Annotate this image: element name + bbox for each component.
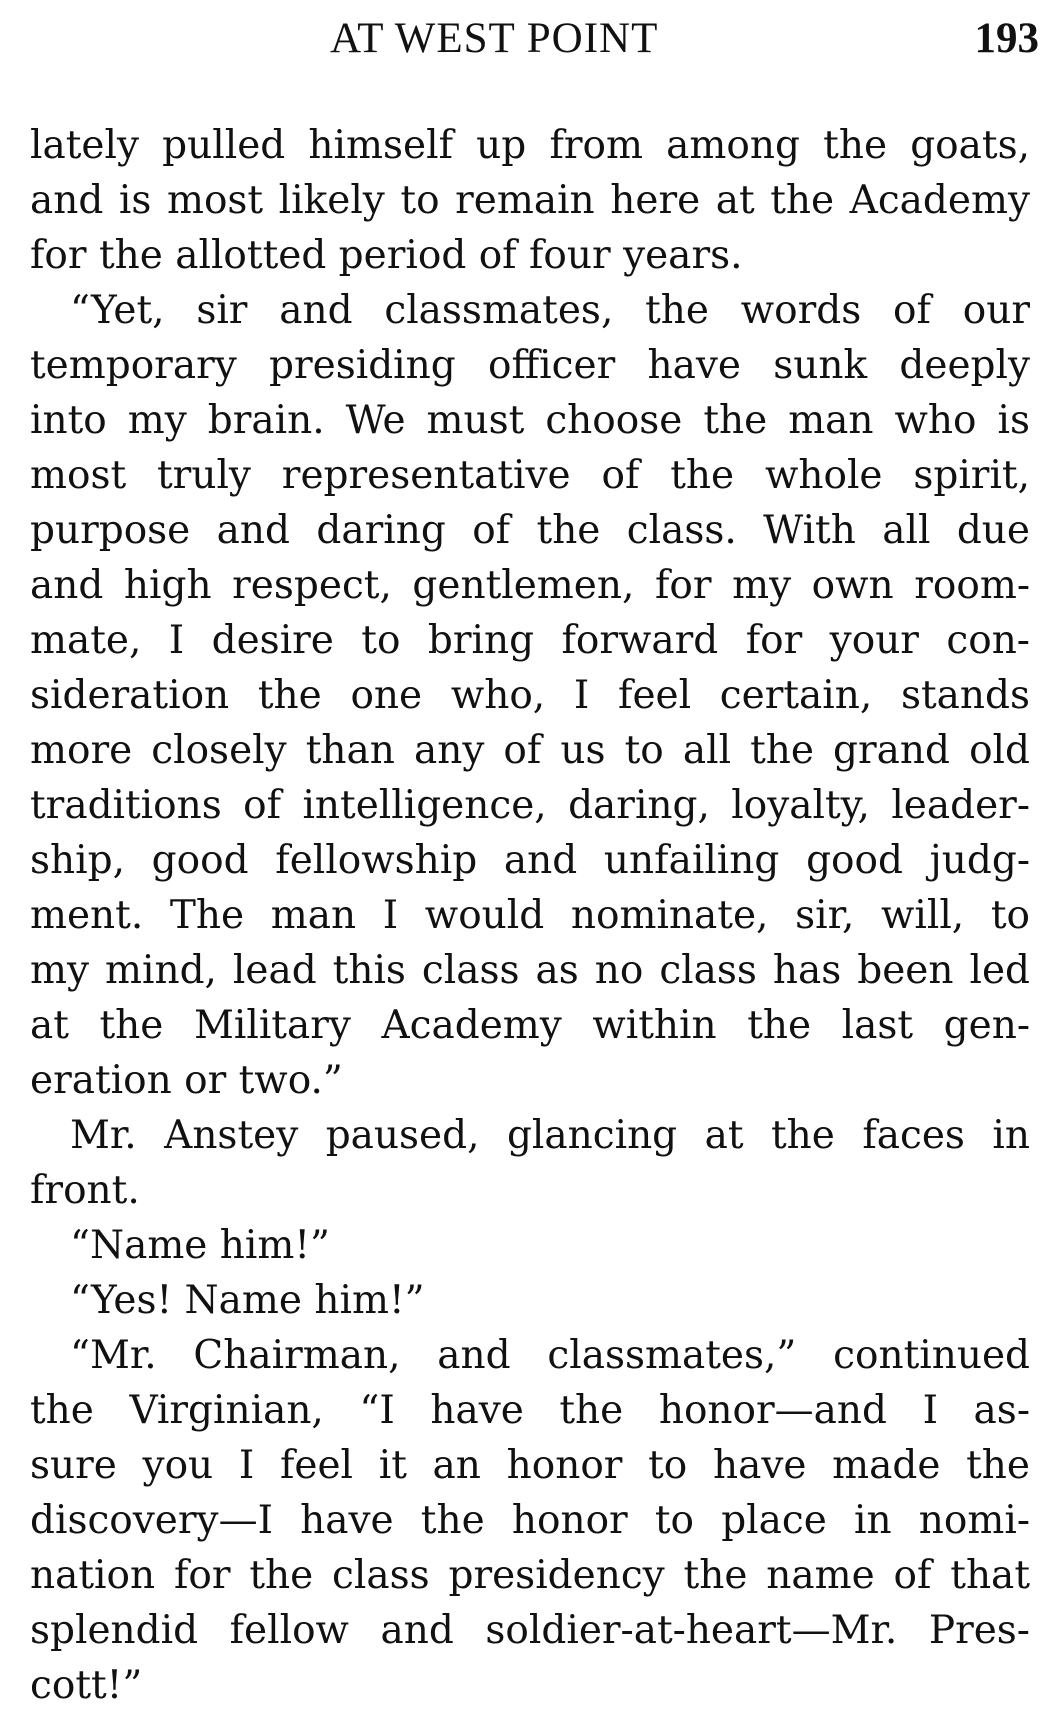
body-text <box>30 118 1030 1713</box>
text-line: and high respect, gentlemen, for my own room- <box>30 563 1030 608</box>
running-title: AT WEST POINT <box>330 15 659 62</box>
text-line: into my brain. We must choose the man who is <box>30 398 1030 443</box>
text-line: sure you I feel it an honor to have made the <box>30 1443 1030 1488</box>
text-line: discovery—I have the honor to place in nomi- <box>30 1498 1030 1543</box>
page-header <box>0 14 1053 74</box>
text-line: splendid fellow and soldier-at-heart—Mr. Pres- <box>30 1608 1030 1653</box>
text-line: temporary presiding officer have sunk deeply <box>30 343 1030 388</box>
text-line: my mind, lead this class as no class has been led <box>30 948 1030 993</box>
text-line: more closely than any of us to all the grand old <box>30 728 1030 773</box>
text-line: most truly representative of the whole spirit, <box>30 453 1030 498</box>
text-line: “Yes! Name him!” <box>70 1278 425 1323</box>
text-line: ment. The man I would nominate, sir, will, to <box>30 893 1030 938</box>
text-line: nation for the class presidency the name of that <box>30 1553 1030 1598</box>
text-line: the Virginian, “I have the honor—and I as- <box>30 1388 1030 1433</box>
text-line: lately pulled himself up from among the goats, <box>30 123 1030 168</box>
text-line: Mr. Anstey paused, glancing at the faces in <box>70 1113 1030 1158</box>
text-line: sideration the one who, I feel certain, stands <box>30 673 1030 718</box>
text-line: for the allotted period of four years. <box>30 233 743 278</box>
text-line: cott!” <box>30 1663 143 1708</box>
page-number: 193 <box>974 15 1039 62</box>
text-line: “Name him!” <box>70 1223 330 1268</box>
text-line: traditions of intelligence, daring, loyalty, leader- <box>30 783 1030 828</box>
text-line: at the Military Academy within the last gen- <box>30 1003 1030 1048</box>
text-line: “Mr. Chairman, and classmates,” continued <box>70 1333 1030 1378</box>
text-line: ship, good fellowship and unfailing good judg- <box>30 838 1030 883</box>
text-line: purpose and daring of the class. With all due <box>30 508 1030 553</box>
text-line: and is most likely to remain here at the Academy <box>30 178 1030 223</box>
text-line: “Yet, sir and classmates, the words of our <box>70 288 1030 333</box>
text-line: front. <box>30 1168 140 1213</box>
text-line: mate, I desire to bring forward for your con- <box>30 618 1030 663</box>
text-line: eration or two.” <box>30 1058 343 1103</box>
